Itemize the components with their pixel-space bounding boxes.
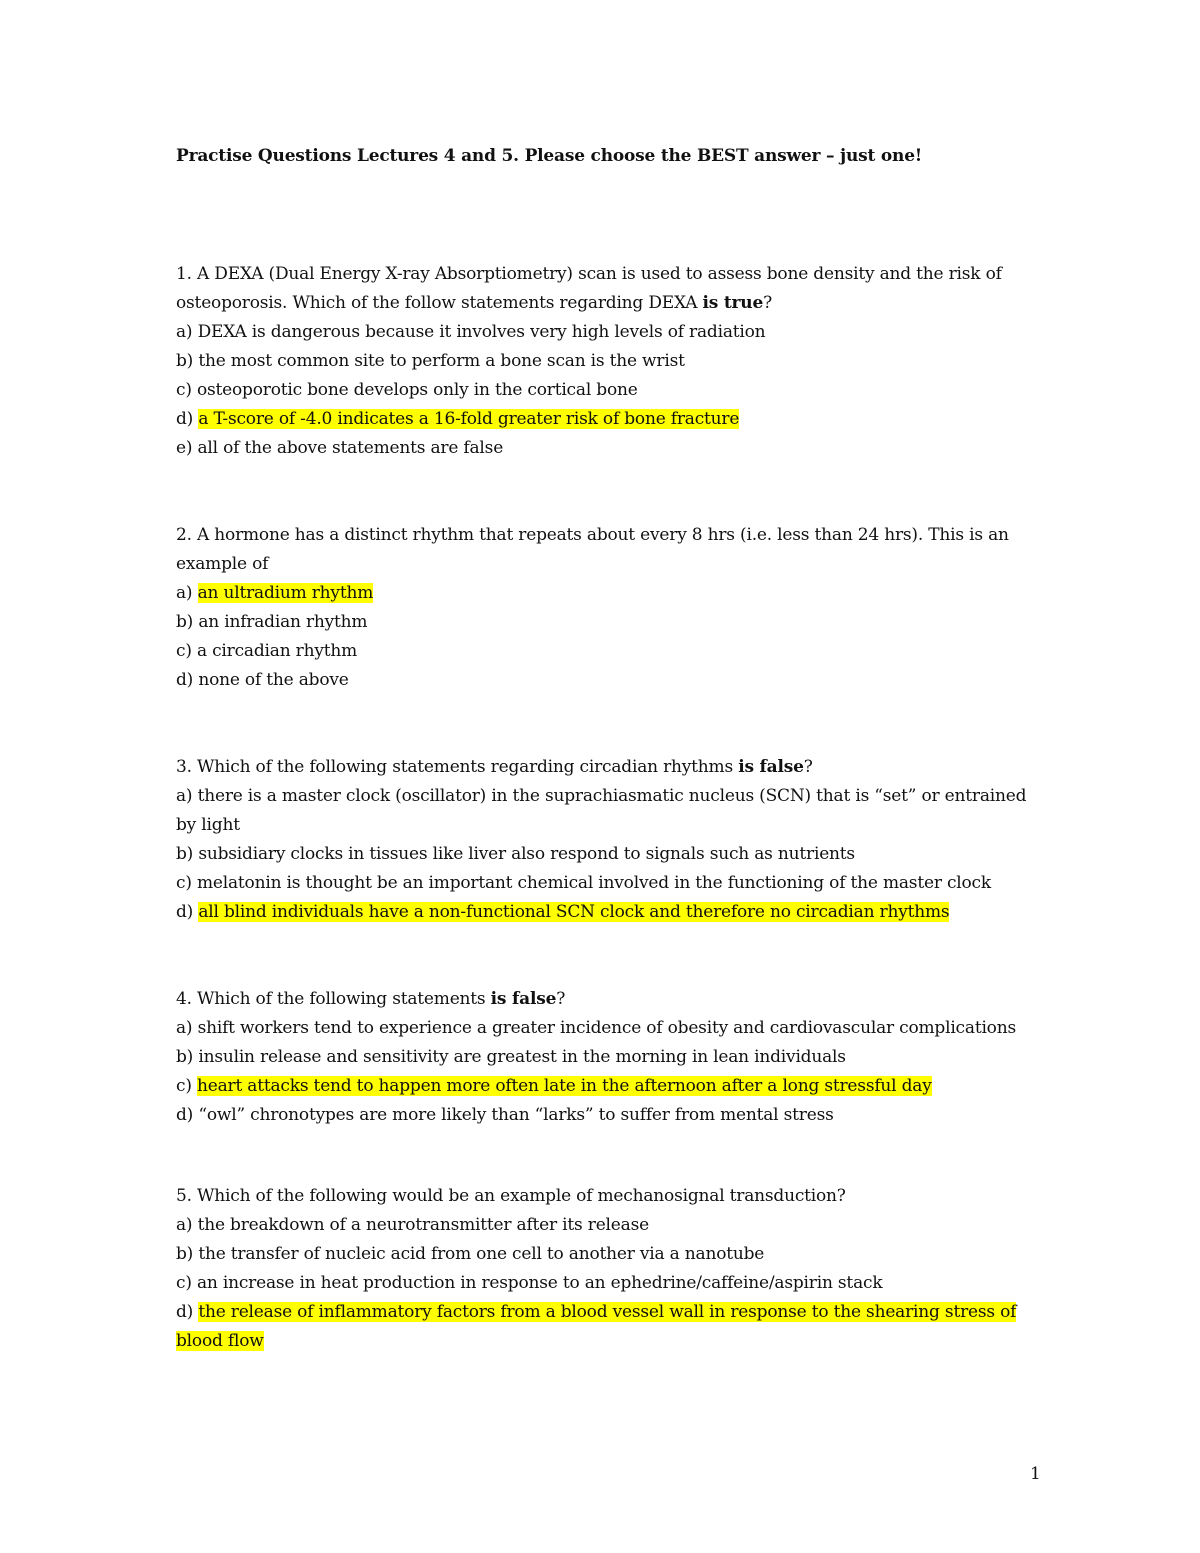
option-letter: b)	[176, 1244, 199, 1264]
option-letter: c)	[176, 380, 197, 400]
option-a	[176, 1014, 1036, 1043]
option-text: melatonin is thought be an important chemical involved in the functioning of the master clock	[196, 873, 991, 893]
document-content	[176, 142, 1036, 1356]
option-a	[176, 1211, 1036, 1240]
option-text: insulin release and sensitivity are greatest in the morning in lean individuals	[198, 1047, 846, 1067]
option-text: the most common site to perform a bone scan is the wrist	[198, 351, 685, 371]
option-letter: d)	[176, 1105, 199, 1125]
option-text: none of the above	[198, 670, 349, 690]
question-stem	[176, 1182, 1036, 1211]
stem-text: 5. Which of the following would be an example of mechanosignal transduction?	[176, 1186, 846, 1206]
option-a	[176, 318, 1036, 347]
option-d	[176, 405, 1036, 434]
option-text: the breakdown of a neurotransmitter after its release	[197, 1215, 649, 1235]
option-letter: a)	[176, 322, 198, 342]
question-stem	[176, 521, 1036, 579]
stem-emphasis: is false	[490, 989, 557, 1009]
option-letter: a)	[176, 1018, 198, 1038]
question-4	[176, 985, 1036, 1130]
option-text: there is a master clock (oscillator) in the suprachiasmatic nucleus (SCN) that is “set” or entrained by light	[176, 786, 1027, 835]
option-a	[176, 782, 1036, 840]
option-letter: c)	[176, 641, 197, 661]
stem-end: ?	[803, 757, 813, 777]
option-letter: b)	[176, 612, 199, 632]
stem-text: 3. Which of the following statements regarding circadian rhythms	[176, 757, 739, 777]
option-c	[176, 1072, 1036, 1101]
option-text: the transfer of nucleic acid from one cell to another via a nanotube	[198, 1244, 765, 1264]
option-b	[176, 1043, 1036, 1072]
option-text: DEXA is dangerous because it involves very high levels of radiation	[197, 322, 766, 342]
option-a	[176, 579, 1036, 608]
stem-emphasis: is false	[738, 757, 804, 777]
option-c	[176, 1269, 1036, 1298]
option-letter: d)	[176, 1302, 199, 1322]
option-b	[176, 840, 1036, 869]
option-e	[176, 434, 1036, 463]
option-letter: d)	[176, 409, 199, 429]
option-letter: a)	[176, 786, 198, 806]
highlighted-answer: heart attacks tend to happen more often late in the afternoon after a long stressful day	[196, 1076, 932, 1096]
question-stem	[176, 985, 1036, 1014]
option-text: an infradian rhythm	[198, 612, 368, 632]
option-letter: b)	[176, 351, 199, 371]
option-d	[176, 1298, 1036, 1356]
option-text: osteoporotic bone develops only in the cortical bone	[196, 380, 638, 400]
option-text: shift workers tend to experience a greater incidence of obesity and cardiovascular complications	[197, 1018, 1016, 1038]
option-d	[176, 1101, 1036, 1130]
option-text: all of the above statements are false	[197, 438, 504, 458]
option-b	[176, 1240, 1036, 1269]
stem-text: 2. A hormone has a distinct rhythm that repeats about every 8 hrs (i.e. less than 24 hrs). This is an example of	[176, 525, 1009, 574]
question-stem	[176, 753, 1036, 782]
question-5	[176, 1182, 1036, 1356]
option-letter: d)	[176, 670, 199, 690]
option-text: subsidiary clocks in tissues like liver also respond to signals such as nutrients	[198, 844, 855, 864]
option-d	[176, 898, 1036, 927]
highlighted-answer: an ultradium rhythm	[197, 583, 374, 603]
question-2	[176, 521, 1036, 695]
option-b	[176, 608, 1036, 637]
stem-text: 4. Which of the following statements	[176, 989, 491, 1009]
option-text: a circadian rhythm	[196, 641, 358, 661]
document-title: Practise Questions Lectures 4 and 5. Please choose the BEST answer – just one!	[176, 146, 923, 166]
option-letter: b)	[176, 1047, 199, 1067]
highlighted-answer: the release of inflammatory factors from a blood vessel wall in response to the shearing stress of blood flow	[176, 1302, 1017, 1351]
option-letter: c)	[176, 873, 197, 893]
option-letter: b)	[176, 844, 199, 864]
option-letter: a)	[176, 583, 198, 603]
option-c	[176, 376, 1036, 405]
highlighted-answer: all blind individuals have a non-functional SCN clock and therefore no circadian rhythms	[198, 902, 950, 922]
option-d	[176, 666, 1036, 695]
option-letter: c)	[176, 1273, 197, 1293]
stem-text: 1. A DEXA (Dual Energy X-ray Absorptiometry) scan is used to assess bone density and the risk of osteoporosis. Which of the follow statements regarding DEXA	[176, 264, 1002, 313]
option-letter: d)	[176, 902, 199, 922]
highlighted-answer: a T-score of -4.0 indicates a 16-fold greater risk of bone fracture	[198, 409, 740, 429]
question-stem	[176, 260, 1036, 318]
page-number: 1	[1030, 1464, 1041, 1484]
option-letter: a)	[176, 1215, 198, 1235]
question-1	[176, 260, 1036, 463]
option-text: an increase in heat production in response to an ephedrine/caffeine/aspirin stack	[196, 1273, 883, 1293]
stem-emphasis: is true	[702, 293, 764, 313]
stem-end: ?	[556, 989, 566, 1009]
option-text: “owl” chronotypes are more likely than “larks” to suffer from mental stress	[198, 1105, 834, 1125]
option-letter: c)	[176, 1076, 197, 1096]
option-letter: e)	[176, 438, 198, 458]
question-3	[176, 753, 1036, 927]
option-c	[176, 637, 1036, 666]
option-b	[176, 347, 1036, 376]
option-c	[176, 869, 1036, 898]
stem-end: ?	[763, 293, 772, 313]
